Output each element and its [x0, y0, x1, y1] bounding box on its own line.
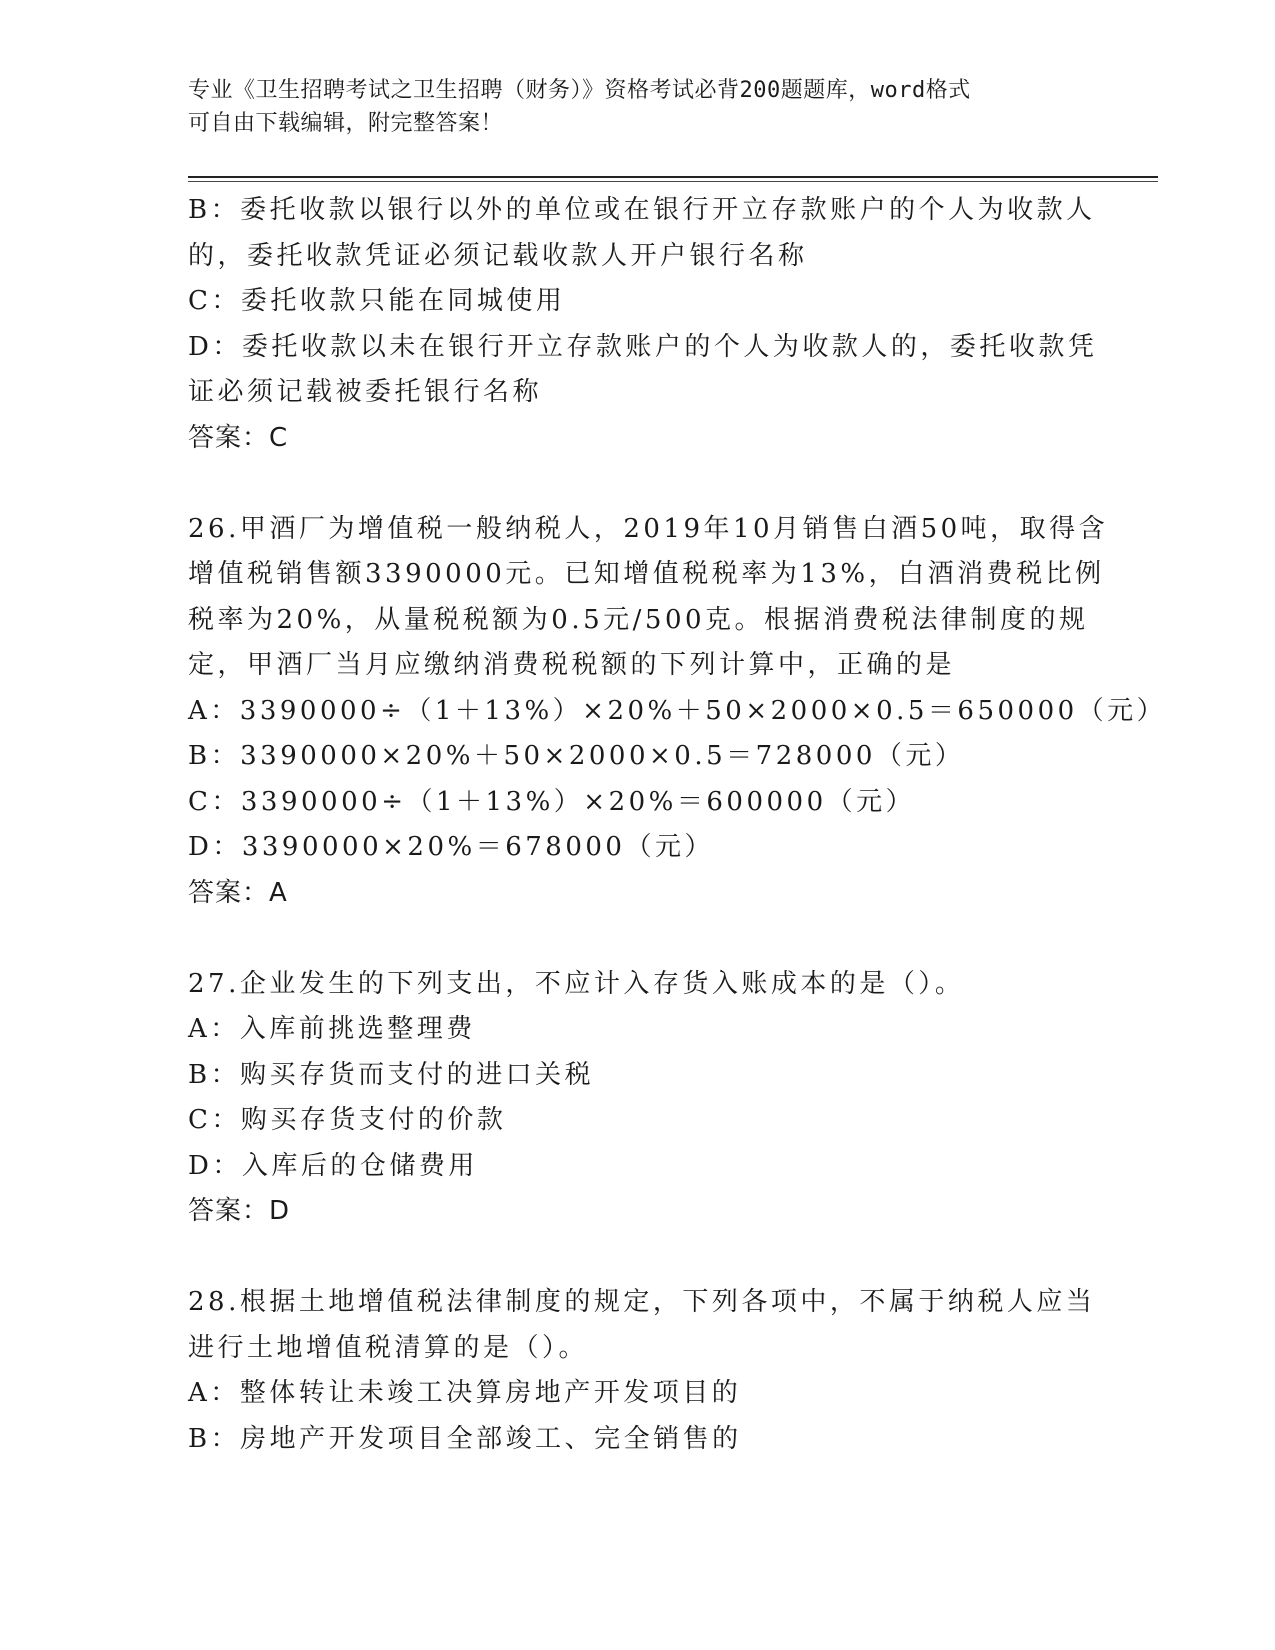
question-stem-line: 定，甲酒厂当月应缴纳消费税税额的下列计算中，正确的是 [188, 650, 956, 680]
option-line: C：3390000÷（1＋13%）×20%＝600000（元） [188, 786, 916, 817]
option-line: B：3390000×20%＋50×2000×0.5＝728000（元） [188, 741, 965, 771]
question-block [188, 507, 1167, 917]
question-block [188, 1280, 1096, 1462]
question-stem-line: 27.企业发生的下列支出，不应计入存货入账成本的是（）。 [188, 968, 965, 999]
document-header [188, 74, 1088, 140]
option-line: 的，委托收款凭证必须记载收款人开户银行名称 [188, 240, 808, 271]
header-line-2: 可自由下载编辑，附完整答案！ [188, 111, 504, 136]
question-stem-line: 26.甲酒厂为增值税一般纳税人，2019年10月销售白酒50吨，取得含 [188, 513, 1109, 544]
option-line: A：整体转让未竣工决算房地产开发项目的 [188, 1378, 742, 1408]
question-stem-line: 28.根据土地增值税法律制度的规定，下列各项中，不属于纳税人应当 [188, 1287, 1096, 1317]
question-stem-line: 税率为20%，从量税税额为0.5元/500克。根据消费税法律制度的规 [188, 604, 1089, 635]
option-line: B：购买存货而支付的进口关税 [188, 1059, 595, 1090]
option-line: C：委托收款只能在同城使用 [188, 286, 566, 316]
header-divider [188, 176, 1158, 178]
answer-line: 答案：A [188, 877, 288, 908]
question-stem-line: 进行土地增值税清算的是（）。 [188, 1332, 589, 1363]
question-block [188, 962, 1088, 1235]
question-block [188, 188, 1098, 461]
answer-line: 答案：C [188, 422, 289, 453]
option-line: D：3390000×20%＝678000（元） [188, 832, 714, 862]
header-line-1: 专业《卫生招聘考试之卫生招聘（财务）》资格考试必背200题题库，word格式 [188, 78, 971, 103]
option-line: D：委托收款以未在银行开立存款账户的个人为收款人的，委托收款凭 [188, 331, 1098, 362]
header-divider-thin [188, 181, 1158, 182]
block-spacer [188, 1235, 1088, 1281]
option-line: B：房地产开发项目全部竣工、完全销售的 [188, 1423, 742, 1454]
block-spacer [188, 461, 1088, 507]
option-line: A：3390000÷（1＋13%）×20%＋50×2000×0.5＝650000（元） [188, 695, 1167, 726]
option-line: C：购买存货支付的价款 [188, 1105, 507, 1135]
question-stem-line: 增值税销售额3390000元。已知增值税税率为13%，白酒消费税比例 [188, 559, 1105, 589]
block-spacer [188, 916, 1088, 962]
question-content [188, 188, 1167, 1462]
option-line: A：入库前挑选整理费 [188, 1014, 476, 1044]
option-line: 证必须记载被委托银行名称 [188, 377, 543, 407]
option-line: B：委托收款以银行以外的单位或在银行开立存款账户的个人为收款人 [188, 195, 1096, 225]
answer-line: 答案：D [188, 1196, 291, 1226]
option-line: D：入库后的仓储费用 [188, 1150, 478, 1181]
